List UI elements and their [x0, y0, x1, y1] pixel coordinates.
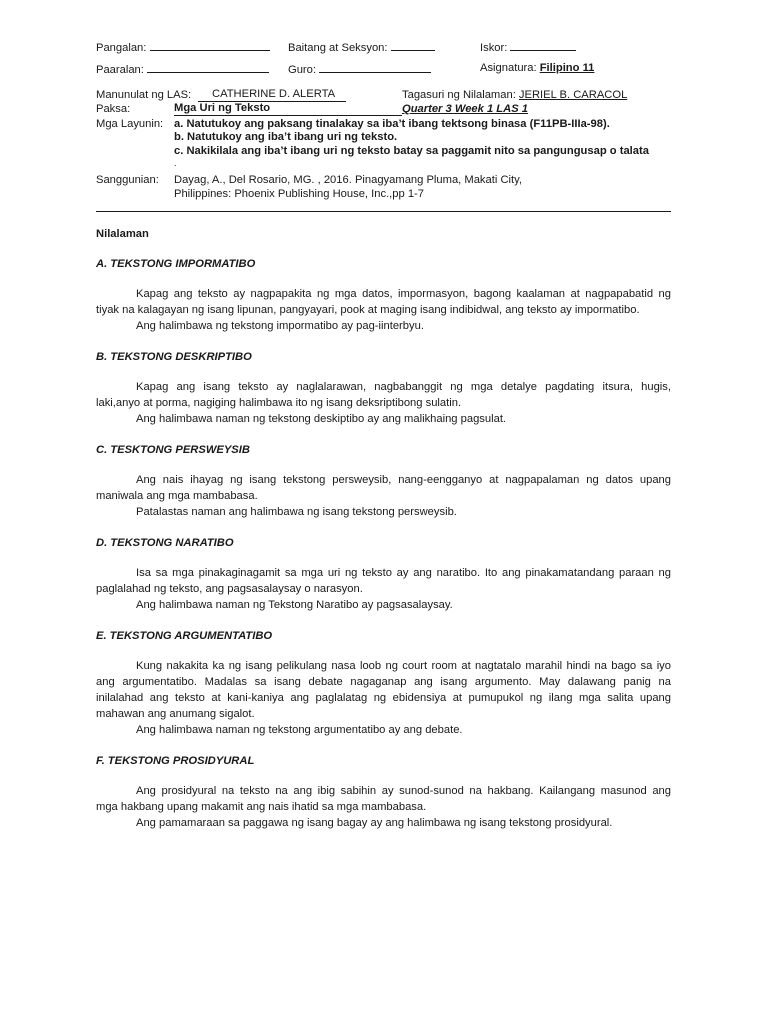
sanggunian-line2: Philippines: Phoenix Publishing House, Inc.,pp 1-7 [174, 188, 425, 200]
pangalan-label: Pangalan: [96, 42, 147, 54]
content-section [96, 427, 671, 520]
guro-field [288, 61, 431, 77]
section-heading: B. TEKSTONG DESKRIPTIBO [96, 351, 252, 363]
content-section [96, 520, 671, 613]
section-paragraph-line: Ang nais ihayag ng isang tekstong persweysib, nang-eengganyo at nagpapalaman ng datos upang [136, 474, 671, 486]
section-paragraph-line: ang argumentatibo. Madalas sa isang debate nagaganap ang isang argumento. May dalawang panig na [96, 676, 671, 688]
paksa-value: Mga Uri ng Teksto [174, 102, 402, 116]
section-paragraph-line: paglalahad ng teksto, ang pagsasalaysay o narasyon. [96, 583, 363, 595]
section-example: Ang halimbawa naman ng tekstong argumentatibo ay ang debate. [136, 724, 463, 736]
section-paragraph-line: inilalahad ang teksto at kani-kaniya ang paglalatag ng ebidensiya at pumupukol ng ilang mga salita upang [96, 692, 671, 704]
section-paragraph-line: Kung nakakita ka ng isang pelikulang nasa loob ng court room at nagtatalo marahil hindi na bago sa iyo [136, 660, 671, 672]
section-example: Ang halimbawa naman ng tekstong deskiptibo ay ang malikhaing pagsulat. [136, 413, 507, 425]
section-heading: A. TEKSTONG IMPORMATIBO [96, 258, 256, 270]
asignatura-label: Asignatura: [480, 62, 537, 74]
tagasuri-value: JERIEL B. CARACOL [518, 89, 628, 101]
baitang-field [288, 39, 435, 55]
iskor-field [480, 39, 576, 55]
section-paragraph-line: maniwala ang mga mambabasa. [96, 490, 258, 502]
paaralan-blank [147, 61, 269, 73]
content-section [96, 613, 671, 738]
section-paragraph-line: Kapag ang isang teksto ay naglalarawan, nagbabanggit ng mga detalye pagdating itsura, hugis, [136, 381, 671, 393]
pangalan-blank [150, 39, 270, 51]
section-example: Ang halimbawa naman ng Tekstong Naratibo ay pagsasalaysay. [136, 599, 453, 611]
quarter-value: Quarter 3 Week 1 LAS 1 [402, 103, 529, 115]
section-heading: D. TEKSTONG NARATIBO [96, 537, 234, 549]
layunin-label: Mga Layunin: [96, 118, 164, 130]
guro-blank [319, 61, 431, 73]
section-paragraph-line: Isa sa mga pinakaginagamit sa mga uri ng teksto ay ang naratibo. Ito ang pinakamatandang paraan ng [136, 567, 671, 579]
guro-label: Guro: [288, 64, 316, 76]
manunulat-label: Manunulat ng LAS: [96, 89, 192, 101]
paaralan-label: Paaralan: [96, 64, 144, 76]
sanggunian-line1: Dayag, A., Del Rosario, MG. , 2016. Pinagyamang Pluma, Makati City, [174, 174, 522, 186]
section-paragraph-line: mga hakbang upang makamit ang nais ihatid sa mga mambabasa. [96, 801, 427, 813]
section-paragraph-line: tiyak na kalagayan ng isang lipunan, pangyayari, pook at maging isang indibidwal, ang teksto ay impormatibo. [96, 304, 640, 316]
paaralan-field [96, 61, 269, 77]
layunin-a: a. Natutukoy ang paksang tinalakay sa iba’t ibang tektsong binasa (F11PB-IIIa-98). [174, 118, 610, 130]
section-example: Patalastas naman ang halimbawa ng isang tekstong persweysib. [136, 506, 457, 518]
paksa-label: Paksa: [96, 103, 131, 115]
section-heading: C. TESKTONG PERSWEYSIB [96, 444, 250, 456]
sections-container [96, 242, 671, 831]
asignatura-field [480, 61, 594, 75]
pangalan-field [96, 39, 270, 55]
header-divider [96, 211, 671, 212]
section-example: Ang pamamaraan sa paggawa ng isang bagay ay ang halimbawa ng isang tekstong prosidyural. [136, 817, 613, 829]
manunulat-value: CATHERINE D. ALERTA [198, 88, 346, 102]
section-paragraph-line: Kapag ang teksto ay nagpapakita ng mga datos, impormasyon, bagong kaalaman at nagpapabatid ng [136, 288, 671, 300]
baitang-label: Baitang at Seksyon: [288, 42, 388, 54]
layunin-c: c. Nakikilala ang iba’t ibang uri ng teksto batay sa paggamit nito sa pangungusap o talata [174, 145, 649, 157]
tagasuri-field [402, 88, 627, 102]
nilalaman-title: Nilalaman [96, 228, 149, 240]
section-paragraph-line: mahawan ang anumang sigalot. [96, 708, 255, 720]
content-section [96, 334, 671, 427]
layunin-dot: . [174, 158, 177, 168]
section-example: Ang halimbawa ng tekstong impormatibo ay pag-iinterbyu. [136, 320, 424, 332]
sanggunian-label: Sanggunian: [96, 174, 159, 186]
section-paragraph-line: laki,anyo at porma, nagiging halimbawa ito ng isang deksriptibong sulatin. [96, 397, 462, 409]
layunin-b: b. Natutukoy ang iba’t ibang uri ng teksto. [174, 131, 398, 143]
asignatura-value: Filipino 11 [539, 62, 595, 74]
content-section [96, 242, 671, 334]
iskor-blank [510, 39, 576, 51]
section-heading: E. TEKSTONG ARGUMENTATIBO [96, 630, 273, 642]
nilalaman-content [96, 220, 671, 831]
tagasuri-label: Tagasuri ng Nilalaman: [402, 89, 516, 101]
content-section [96, 738, 671, 831]
baitang-blank [391, 39, 435, 51]
section-paragraph-line: Ang prosidyural na teksto na ang ibig sabihin ay sunod-sunod na hakbang. Kailangang masunod ang [136, 785, 671, 797]
iskor-label: Iskor: [480, 42, 508, 54]
section-heading: F. TEKSTONG PROSIDYURAL [96, 755, 255, 767]
